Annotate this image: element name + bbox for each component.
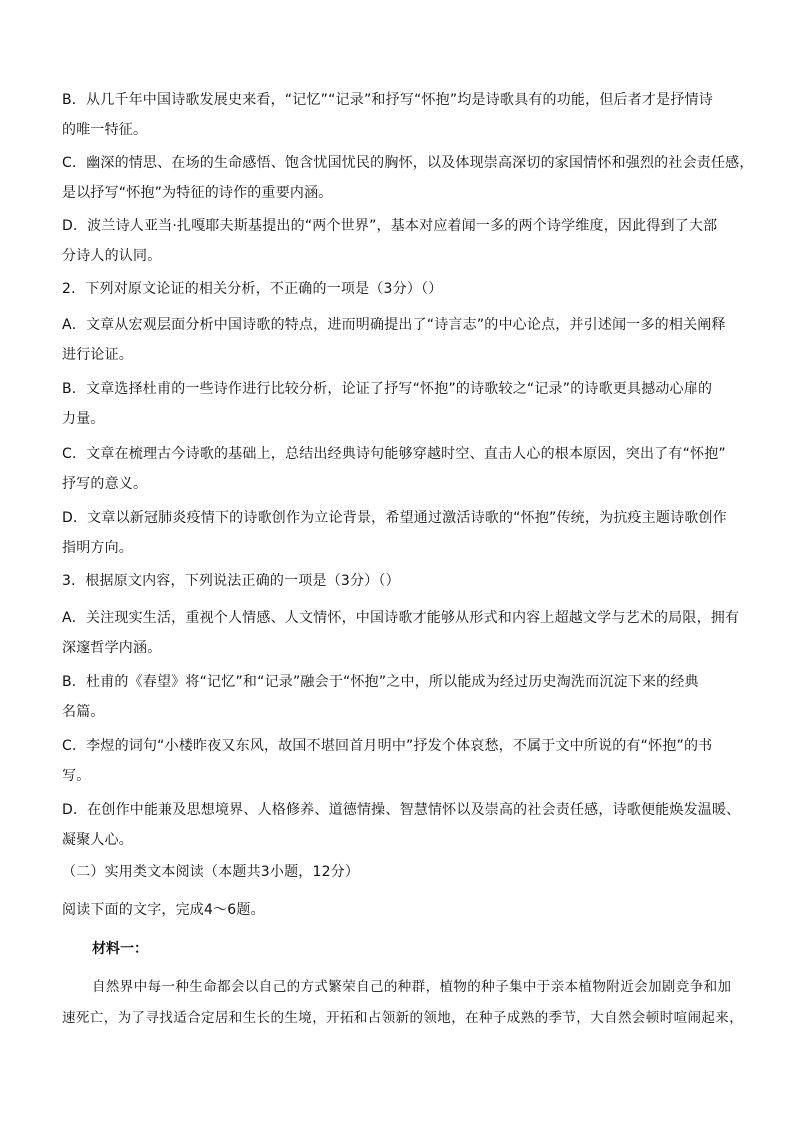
text-line: B．从几千年中国诗歌发展史来看，“记忆”“记录”和抒写“怀抱”均是诗歌具有的功能，但后者才是抒情诗 bbox=[62, 92, 713, 108]
q3-option-d bbox=[62, 795, 744, 855]
text-line: D．波兰诗人亚当·扎嘎耶夫斯基提出的“两个世界”，基本对应着闻一多的两个诗学维度，因此得到了大部 bbox=[62, 218, 718, 234]
q3-option-c bbox=[62, 731, 744, 791]
q1-option-c bbox=[62, 148, 754, 208]
text-line: B．文章选择杜甫的一些诗作进行比较分析，论证了抒写“怀抱”的诗歌较之“记录”的诗歌更具撼动心扉的 bbox=[62, 381, 713, 397]
q2-option-b bbox=[62, 374, 744, 434]
text-line: 阅读下面的文字，完成4～6题。 bbox=[62, 902, 265, 918]
text-line: 进行论证。 bbox=[62, 347, 133, 363]
q2-option-c bbox=[62, 439, 744, 499]
text-line: C．文章在梳理古今诗歌的基础上，总结出经典诗句能够穿越时空、直击人心的根本原因，突出了有“怀抱” bbox=[62, 446, 726, 462]
material-heading: 材料一： bbox=[92, 941, 148, 957]
text-line: 深邃哲学内涵。 bbox=[62, 640, 162, 656]
q3-option-a bbox=[62, 603, 744, 663]
text-line: D．文章以新冠肺炎疫情下的诗歌创作为立论背景，希望通过激活诗歌的“怀抱”传统，为抗疫主题诗歌创作 bbox=[62, 510, 727, 526]
text-line: C．幽深的情思、在场的生命感悟、饱含忧国忧民的胸怀，以及体现崇高深切的家国情怀和强烈的社会责任感， bbox=[62, 155, 754, 171]
q1-option-b bbox=[62, 85, 744, 145]
text-line: 是以抒写“怀抱”为特征的诗作的重要内涵。 bbox=[62, 185, 333, 201]
q2-option-d bbox=[62, 503, 744, 563]
text-line: 指明方向。 bbox=[62, 540, 133, 556]
section-instruction bbox=[62, 895, 744, 925]
text-line: 抒写的意义。 bbox=[62, 476, 148, 492]
text-line: 力量。 bbox=[62, 411, 105, 427]
text-line: 3．根据原文内容，下列说法正确的一项是（3分）（） bbox=[62, 573, 400, 589]
material-passage bbox=[62, 972, 744, 1034]
text-line: D．在创作中能兼及思想境界、人格修养、道德情操、智慧情怀以及崇高的社会责任感，诗歌便能焕发温暖、 bbox=[62, 802, 741, 818]
q2-stem bbox=[62, 274, 744, 304]
text-line: 凝聚人心。 bbox=[62, 832, 133, 848]
q3-option-b bbox=[62, 667, 744, 727]
text-line: 写。 bbox=[62, 768, 91, 784]
text-line: A．关注现实生活，重视个人情感、人文情怀，中国诗歌才能够从形式和内容上超越文学与艺术的局限，拥有 bbox=[62, 610, 740, 626]
text-line: 自然界中每一种生命都会以自己的方式繁荣自己的种群，植物的种子集中于亲本植物附近会加剧竞争和加 bbox=[92, 979, 732, 995]
text-line: A．文章从宏观层面分析中国诗歌的特点，进而明确提出了“诗言志”的中心论点，并引述闻一多的相关阐释 bbox=[62, 317, 726, 333]
q2-option-a bbox=[62, 310, 744, 370]
section-title bbox=[62, 857, 744, 887]
q3-stem bbox=[62, 566, 744, 596]
text-line: （二）实用类文本阅读（本题共3小题，12分） bbox=[62, 864, 360, 880]
text-line: 分诗人的认同。 bbox=[62, 248, 162, 264]
text-line: B．杜甫的《春望》将“记忆”和“记录”融会于“怀抱”之中，所以能成为经过历史淘洗而沉淀下来的经典 bbox=[62, 674, 699, 690]
text-line: C．李煜的词句“小楼昨夜又东风，故国不堪回首月明中”抒发个体哀愁，不属于文中所说的有“怀抱”的书 bbox=[62, 738, 713, 754]
text-line: 名篇。 bbox=[62, 704, 105, 720]
text-line: 2．下列对原文论证的相关分析，不正确的一项是（3分）（） bbox=[62, 281, 443, 297]
q1-option-d bbox=[62, 211, 744, 271]
text-line: 的唯一特征。 bbox=[62, 122, 148, 138]
text-line: 速死亡，为了寻找适合定居和生长的生境，开拓和占领新的领地，在种子成熟的季节，大自然会顿时喧闹起来， bbox=[62, 1010, 744, 1026]
